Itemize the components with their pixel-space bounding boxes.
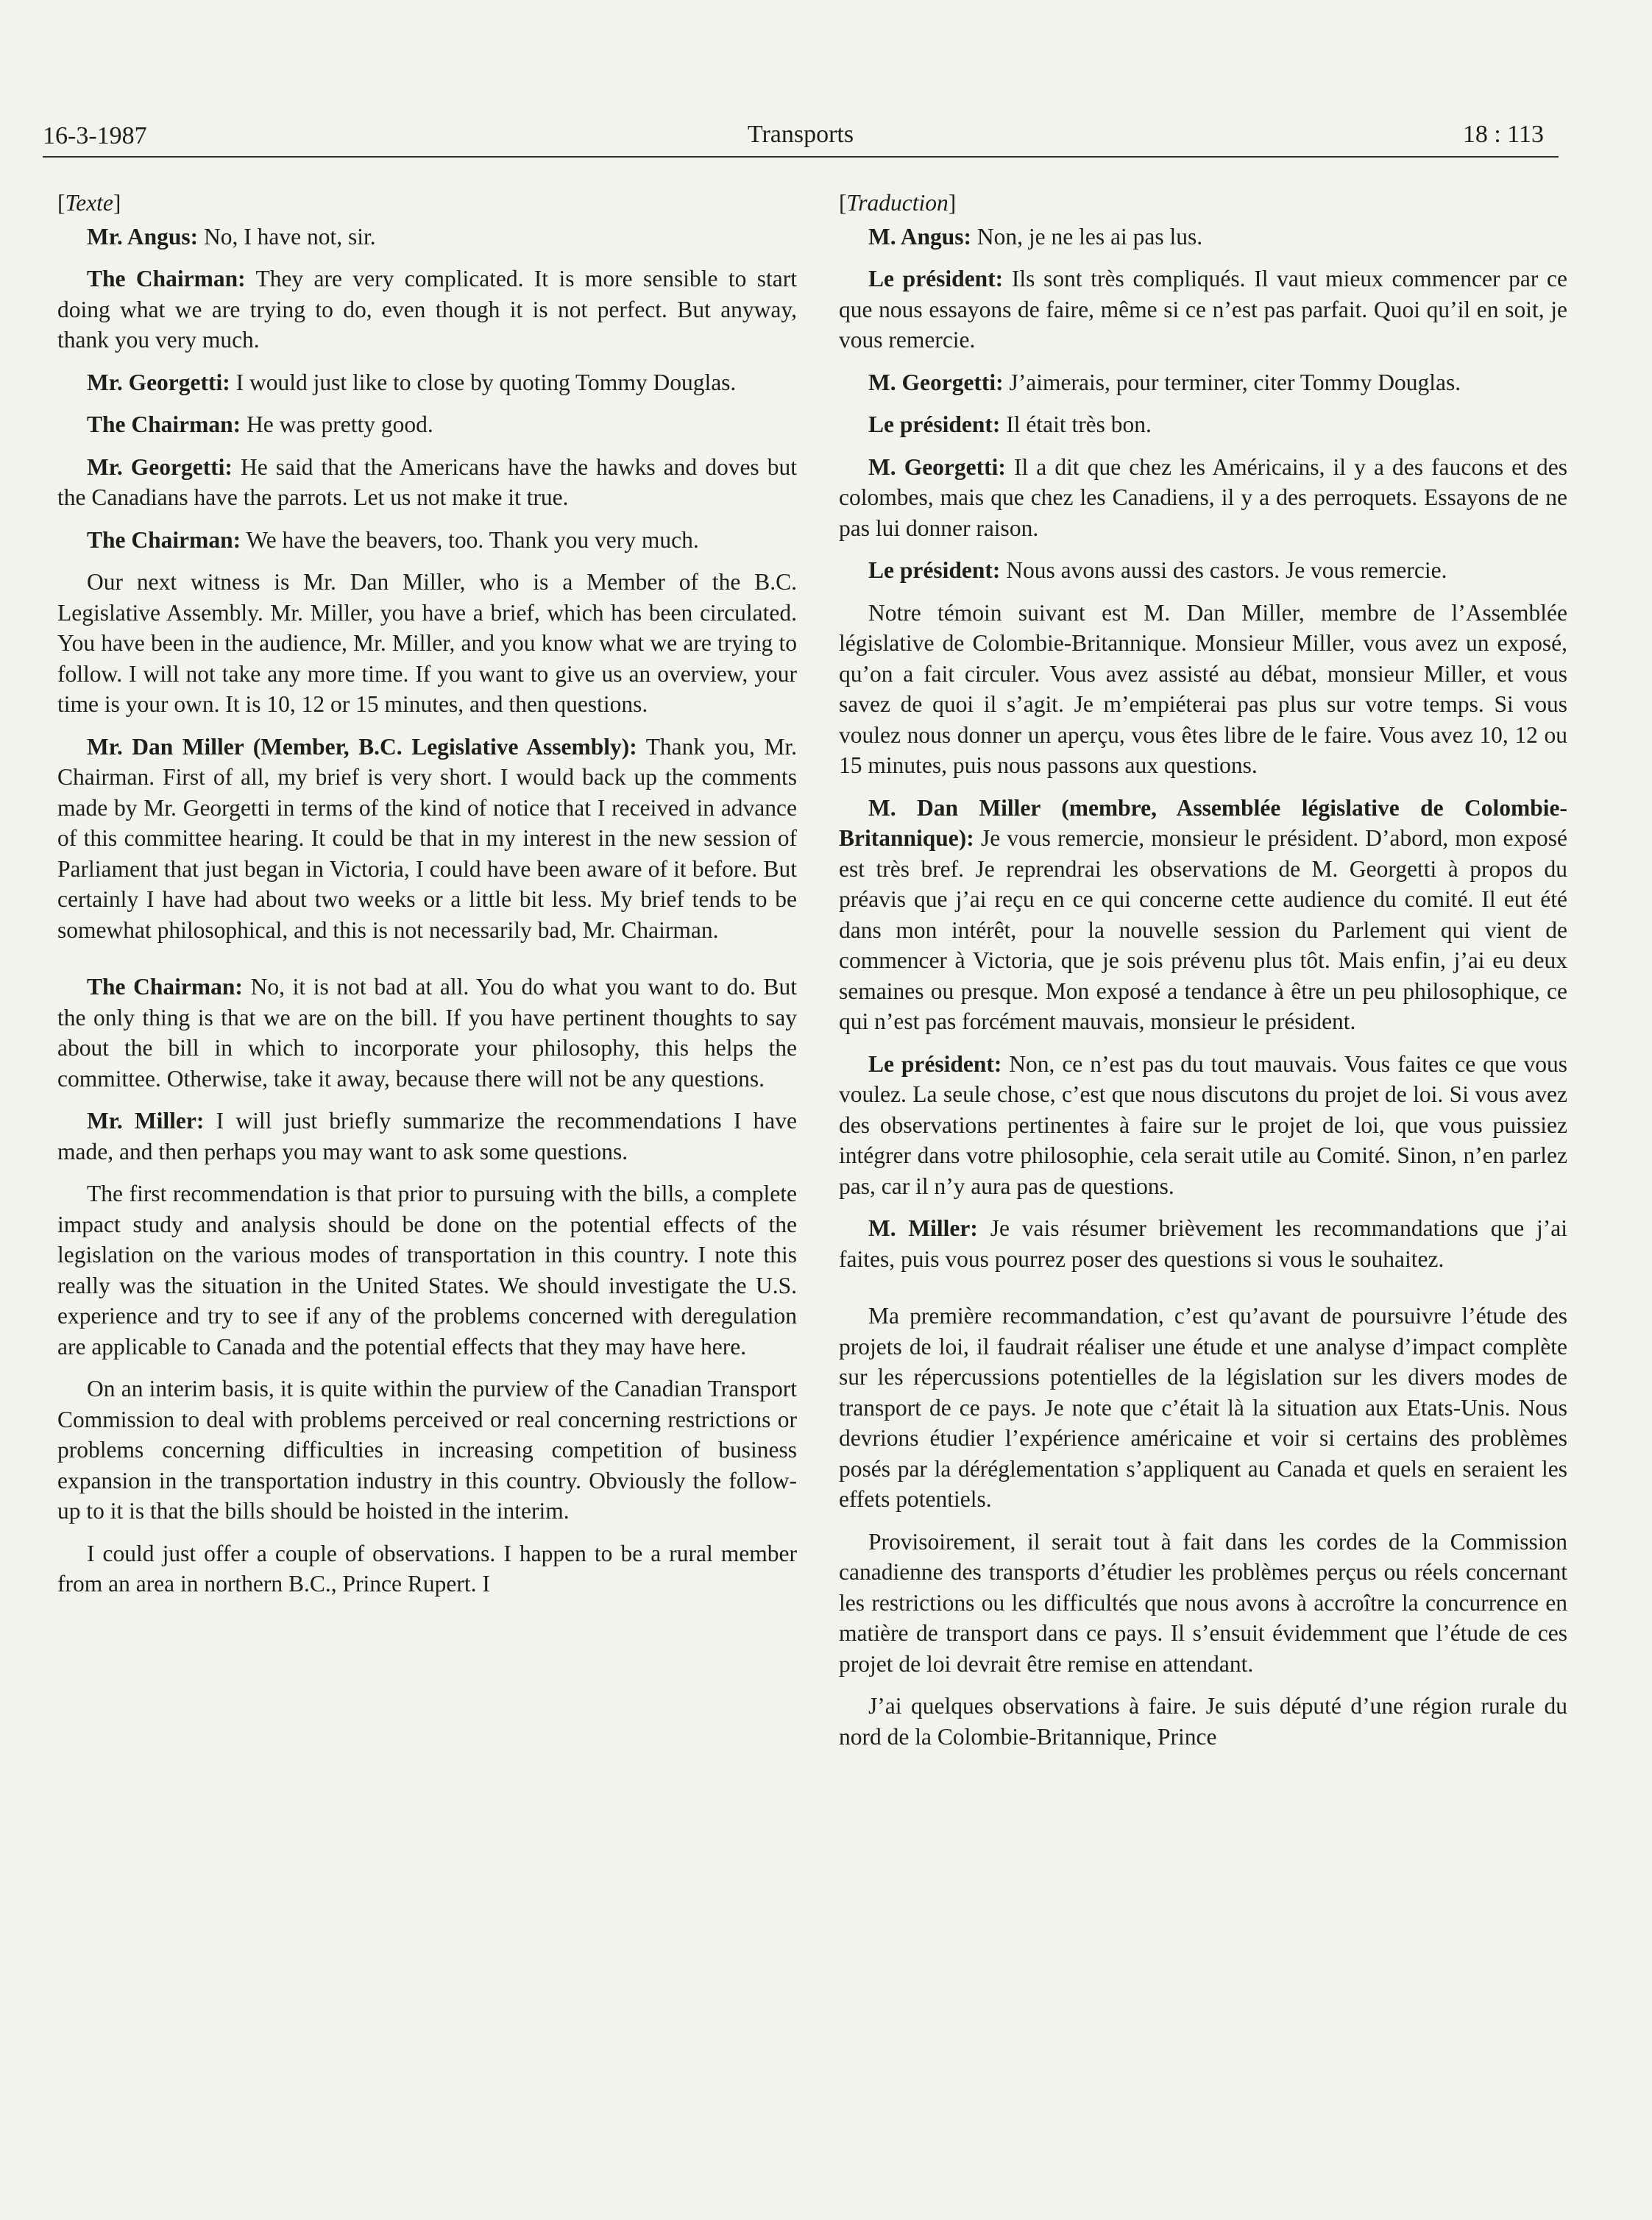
paragraph [839,1301,1567,1515]
paragraph [839,222,1567,252]
paragraph [57,1178,797,1362]
paragraph [839,1213,1567,1274]
paragraph [57,972,797,1094]
paragraph-text: Ma première recommandation, c’est qu’avant de poursuivre l’étude des projets de loi, il faudrait réaliser une étude et une analyse d’impact complète sur les répercussions potentielles de la législation sur les divers modes de transport de ce pays. Je note que c’était là la situation aux Etats-Unis. Nous devrions étudier l’expérience américaine et voir si certains des problèmes posés par la déréglementation s’appliquent au Canada et quels en seraient les effets potentiels. [839,1303,1567,1512]
paragraph [57,567,797,720]
paragraph-text: We have the beavers, too. Thank you very much. [241,526,699,553]
speaker-name: Mr. Angus: [87,223,199,250]
paragraph-text: The first recommendation is that prior to pursuing with the bills, a complete impact study and analysis should be done on the potential effects of the legislation on the various modes of transportation in this country. I note this really was the situation in the United States. We should investigate the U.S. experience and try to see if any of the problems concerned with deregulation are applicable to Canada and the potential effects that they may have here. [57,1181,797,1360]
paragraph [839,598,1567,781]
speaker-name: Mr. Miller: [87,1108,205,1134]
paragraph [839,1527,1567,1680]
speaker-name: Mr. Georgetti: [87,453,233,480]
speaker-name: The Chairman: [87,411,241,437]
speaker-name: Le président: [868,266,1004,291]
header-title: Transports [747,121,854,148]
paragraph-text: He was pretty good. [241,411,433,437]
language-tag-texte: [Texte] [57,190,121,216]
paragraph-text: I would just like to close by quoting Tommy Douglas. [230,369,737,395]
paragraph-text: J’ai quelques observations à faire. Je suis député d’une région rurale du nord de la Colombie-Britannique, Prince [839,1693,1567,1750]
speaker-name: M. Angus: [868,223,972,250]
paragraph [57,1106,797,1167]
speaker-name: Le président: [868,411,1001,437]
paragraph [57,732,797,946]
paragraph [839,793,1567,1037]
header-page-number: 18 : 113 [1462,121,1544,148]
paragraph [839,452,1567,544]
paragraph-text: They are very complicated. It is more sensible to start doing what we are trying to do, even though it is not perfect. But anyway, thank you very much. [57,266,797,353]
paragraph [57,452,797,513]
paragraph [57,264,797,356]
speaker-name: The Chairman: [87,526,241,553]
paragraph-text: On an interim basis, it is quite within the purview of the Canadian Transport Commission to deal with problems perceived or real concerning restrictions or problems concerning difficulties in increasing competition of business expansion in the transportation industry in this country. Obviously the follow-up to it is that the bills should be hoisted in the interim. [57,1376,797,1524]
speaker-name: Mr. Dan Miller (Member, B.C. Legislative Assembly): [87,733,637,760]
paragraph-text: I could just offer a couple of observations. I happen to be a rural member from an area in northern B.C., Prince Rupert. I [57,1540,797,1597]
paragraph-text: He said that the Americans have the hawks and doves but the Canadians have the parrots. Let us not make it true. [57,453,797,510]
paragraph [57,1538,797,1599]
speaker-name: M. Georgetti: [868,453,1006,480]
paragraph-text: Je vous remercie, monsieur le président. D’abord, mon exposé est très bref. Je reprendrai les observations de M. Georgetti à propos du préavis que j’ai reçu en ce qui concerne cette audience du comité. Il eut été dans mon intérêt, pour la nouvelle session du Parlement qui vient de commencer à Victoria, que je sois prévenu plus tôt. Mais enfin, j’ai eu deux semaines ou presque. Mon exposé a tendance à être un peu philosophique, ce qui n’est pas forcément mauvais, monsieur le président. [839,825,1567,1034]
paragraph-text: Nous avons aussi des castors. Je vous remercie. [1000,557,1447,583]
paragraph-text: Thank you, Mr. Chairman. First of all, my brief is very short. I would back up the comments made by Mr. Georgetti in terms of the kind of notice that I received in advance of this committee hearing. It could be that in my interest in the new session of Parliament that just began in Victoria, I could have been aware of it before. But certainly I have had about two weeks or a little bit less. My brief tends to be somewhat philosophical, and this is not necessarily bad, Mr. Chairman. [57,733,797,943]
speaker-name: M. Dan Miller (membre, Assemblée législative de Colombie-Britannique): [839,794,1567,851]
paragraph [839,1691,1567,1752]
paragraph [839,367,1567,398]
paragraph [57,1374,797,1527]
paragraph-text: No, it is not bad at all. You do what you want to do. But the only thing is that we are on the bill. If you have pertinent thoughts to say about the bill in which to incorporate your philosophy, this helps the committee. Otherwise, take it away, because there will not be any questions. [57,974,797,1092]
paragraph-text: No, I have not, sir. [198,223,376,250]
english-column [57,188,797,1611]
paragraph [57,222,797,252]
language-tag-traduction: [Traduction] [839,190,957,216]
paragraph [839,1049,1567,1202]
paragraph-text: Provisoirement, il serait tout à fait dans les cordes de la Commission canadienne des transports d’étudier les problèmes perçus ou réels concernant les restrictions ou les difficultés que nous avons à accroître la concurrence en matière de transport dans ce pays. Il s’ensuit évidemment que l’étude de ces projet de loi devrait être remise en attendant. [839,1528,1567,1677]
speaker-name: The Chairman: [87,974,243,1000]
paragraph-text: Il était très bon. [1000,411,1152,437]
paragraph [57,525,797,556]
speaker-name: M. Georgetti: [868,369,1004,395]
language-tag-label: Texte [65,190,113,216]
paragraph-text: Our next witness is Mr. Dan Miller, who is a Member of the B.C. Legislative Assembly. Mr. Miller, you have a brief, which has been circulated. You have been in the audience, Mr. Miller, and you know what we are trying to follow. I will not take any more time. If you want to give us an overview, your time is your own. It is 10, 12 or 15 minutes, and then questions. [57,569,797,717]
paragraph-text: I will just briefly summarize the recommendations I have made, and then perhaps you may want to ask some questions. [57,1108,798,1164]
paragraph [57,367,797,398]
paragraph [57,409,797,440]
paragraph-text: Je vais résumer brièvement les recommandations que j’ai faites, puis vous pourrez poser des questions si vous le souhaitez. [839,1215,1567,1272]
paragraph-text: Ils sont très compliqués. Il vaut mieux commencer par ce que nous essayons de faire, même si ce n’est pas parfait. Quoi qu’il en soit, je vous remercie. [839,266,1568,353]
french-column [839,188,1567,1764]
speaker-name: Le président: [868,1050,1002,1077]
paragraph [839,555,1567,586]
speaker-name: M. Miller: [868,1215,978,1241]
speaker-name: Mr. Georgetti: [87,369,230,395]
paragraph-text: J’aimerais, pour terminer, citer Tommy Douglas. [1003,369,1461,395]
speaker-name: The Chairman: [87,266,246,291]
speaker-name: Le président: [868,557,1001,583]
paragraph-text: Non, ce n’est pas du tout mauvais. Vous faites ce que vous voulez. La seule chose, c’est que nous discutons du projet de loi. Si vous avez des observations pertinentes à faire sur le projet de loi, que vous puissiez intégrer dans votre philosophie, cela serait utile au Comité. Sinon, n’en parlez pas, car il n’y aura pas de questions. [839,1050,1567,1199]
paragraph [839,409,1567,440]
language-tag-label: Traduction [846,190,949,216]
paragraph-text: Il a dit que chez les Américains, il y a des faucons et des colombes, mais que chez les Canadiens, il y a des perroquets. Essayons de ne pas lui donner raison. [839,453,1567,541]
paragraph [839,264,1567,356]
paragraph-text: Non, je ne les ai pas lus. [971,223,1203,250]
running-header [43,118,1559,158]
paragraph-text: Notre témoin suivant est M. Dan Miller, membre de l’Assemblée législative de Colombie-Britannique. Monsieur Miller, vous avez un exposé, qu’on a fait circuler. Vous avez assisté au débat, monsieur Miller, et vous savez de quoi il s’agit. Je m’empiéterai pas plus sur votre temps. Si vous voulez nous donner un aperçu, vous êtes libre de le faire. Vous avez 10, 12 ou 15 minutes, puis nous passons aux questions. [839,599,1567,778]
header-date: 16-3-1987 [43,122,147,149]
